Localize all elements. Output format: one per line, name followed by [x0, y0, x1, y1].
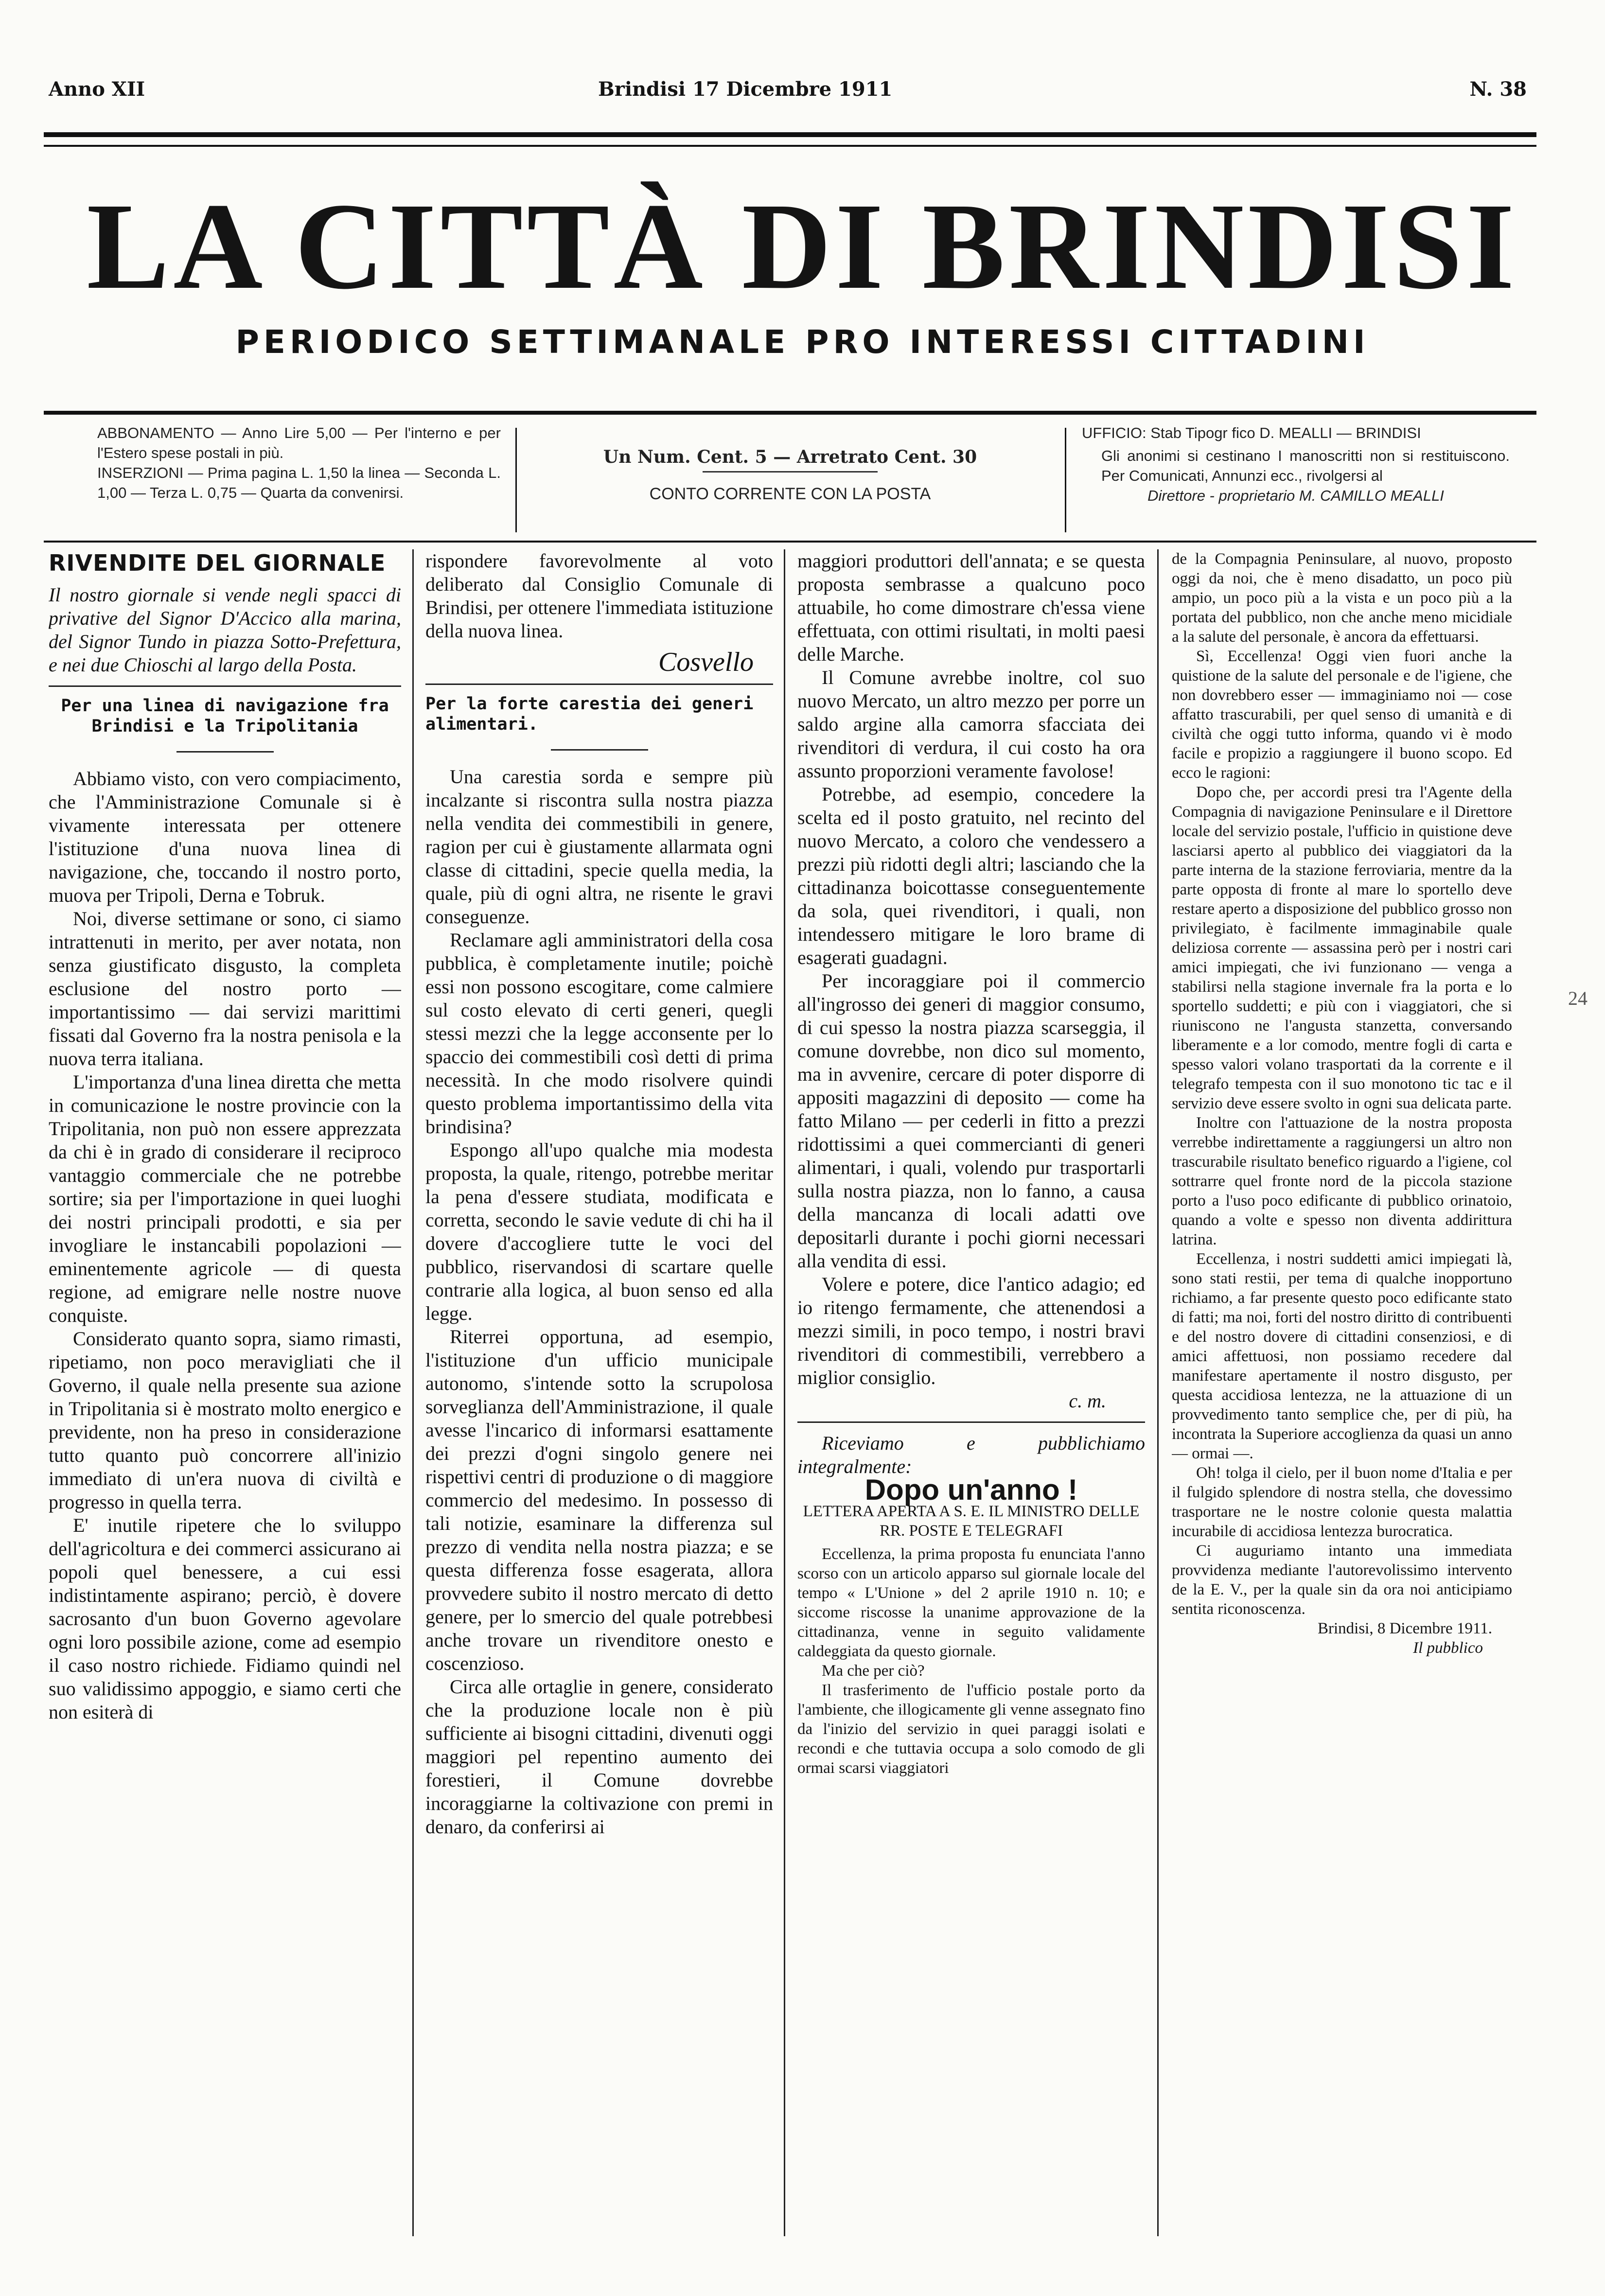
- column-rule-2: [784, 549, 785, 2236]
- info-rule: [44, 541, 1536, 543]
- divider: [176, 751, 274, 753]
- anonymous-note: Gli anonimi si cestinano I manoscritti non si restituiscono. Per Comunicati, Annunzi ecc., rivolgersi al: [1101, 447, 1510, 484]
- sellers-heading: RIVENDITE DEL GIORNALE: [49, 550, 386, 576]
- article-title-famine: Per la forte carestia dei generi alimentari.: [425, 694, 754, 734]
- column-rule-3: [1157, 549, 1159, 2236]
- masthead-rule: [44, 411, 1536, 415]
- director-line: Direttore - proprietario M. CAMILLO MEALLI: [1147, 487, 1444, 504]
- masthead-title: LA CITTÀ DI BRINDISI: [87, 178, 1518, 315]
- article-title-navigation: Per una linea di navigazione fra Brindisi e la Tripolitania: [61, 696, 389, 736]
- place-date: Brindisi, 8 Dicembre 1911.: [1318, 1620, 1492, 1637]
- office-text: UFFICIO: Stab Tipogr fico D. MEALLI — BRINDISI: [1082, 424, 1421, 441]
- divider: [551, 749, 648, 751]
- column-3: [797, 549, 1145, 2223]
- paragraph: Reclamare agli amministratori della cosa pubblica, è completamente inutile; poichè essi non possono escogitare, come calmiere sul costo elevato di certi generi, quegli stessi mezzi che la legge acconsente per lo spaccio dei commestibili così detti di prima necessità. In che modo risolvere quindi questo problema importantissimo della vita brindisina?: [425, 929, 773, 1138]
- divider: [425, 684, 773, 685]
- letter-heading: LETTERA APERTA A S. E. IL MINISTRO DELLE RR. POSTE E TELEGRAFI: [803, 1503, 1140, 1540]
- paragraph: de la Compagnia Peninsulare, al nuovo, proposto oggi da noi, che è meno disadatto, un poco più ampio, un poco più a la vista e un poco più a la portata del pubblico, non che anche meno micidiale a la salute del personale, è ancora da effettuarsi.: [1172, 550, 1512, 646]
- divider: [797, 1421, 1145, 1423]
- paragraph: Il trasferimento de l'ufficio postale porto da l'ambiente, che illogicamente gli venne assegnato fino da l'inizio del servizio in quei paraggi isolati e recondi e che tuttavia occupa a solo comodo de gli ormai scarsi viaggiatori: [797, 1682, 1145, 1777]
- paragraph: maggiori produttori dell'annata; e se questa proposta sembrasse a qualcuno poco attuabile, ho come dimostrare ch'essa viene effettuata, con ottimi risultati, in molti paesi delle Marche.: [797, 550, 1145, 665]
- paragraph: Abbiamo visto, con vero compiacimento, che l'Amministrazione Comunale si è vivamente interessata per ottenere l'istituzione d'una nuova linea di navigazione, che, toccando il nostro porto, muova per Tripoli, Derna e Tobruk.: [49, 768, 401, 906]
- year: Anno XII: [49, 78, 145, 101]
- info-divider-2: [1065, 428, 1066, 532]
- postal-account: CONTO CORRENTE CON LA POSTA: [649, 485, 931, 503]
- info-divider-1: [515, 428, 517, 532]
- top-rule-thin: [44, 145, 1536, 147]
- price-text: Un Num. Cent. 5 — Arretrato Cent. 30: [603, 447, 977, 467]
- paragraph: Sì, Eccellenza! Oggi vien fuori anche la quistione de la salute del personale e de l'igiene, che non dovrebbero esser — immaginiamo noi — cose affatto trascurabili, per quel senso di umanità e di civiltà che oggi tutto informa, quando vi è modo facile e propizio a raggiungere il buono scopo. Ed ecco le ragioni:: [1172, 648, 1512, 782]
- intro-note: Riceviamo e pubblichiamo integralmente:: [797, 1432, 1145, 1477]
- margin-note: 24: [1568, 987, 1587, 1009]
- price-box: [530, 423, 1050, 537]
- column-4: [1172, 549, 1512, 2223]
- subscription-text: ABBONAMENTO — Anno Lire 5,00 — Per l'interno e per l'Estero spese postali in più.: [97, 424, 501, 461]
- divider: [49, 685, 401, 687]
- column-rule-1: [412, 549, 414, 2236]
- top-line: [44, 78, 1532, 101]
- paragraph: Eccellenza, i nostri suddetti amici impiegati là, sono stati restii, per tema di qualche inopportuno richiamo, a far presente questo poco edificante stato di fatti; ma noi, forti del nostro diritto di contribuenti e del nostro dovere di cittadini consenziosi, e di amici affettuosi, non possiamo recedere dal manifestare apertamente il nostro disgusto, per questa accidiosa lentezza, ne la attuazione di un provvedimento tanto semplice che, per di più, ha incontrata la Superiore accoglienza da quasi un anno — ormai —.: [1172, 1250, 1512, 1462]
- headline-dopo-un-anno: Dopo un'anno !: [864, 1473, 1078, 1506]
- paragraph: Una carestia sorda e sempre più incalzante si riscontra sulla nostra piazza nella vendita dei commestibili in genere, ragion per cui è giustamente allarmata ogni classe di cittadini, specie quella media, la quale, più di ogni altra, ne risente le gravi conseguenze.: [425, 766, 773, 928]
- paragraph: Riterrei opportuna, ad esempio, l'istituzione d'un ufficio municipale autonomo, s'intende sotto la scrupolosa sorveglianza dell'Amministrazione, il quale avesse l'incarico di informarsi esattamente dei prezzi d'ogni singolo genere nei rispettivi centri di produzione o di maggiore commercio del medesimo. In possesso di tali notizie, esaminare la differenza sul prezzo di vendita nella nostra piazza; e se questa differenza fosse esagerata, allora provvedere subito il nostro mercato di detto genere, per lo smercio del quale potrebbesi anche trovare un rivenditore onesto e coscenzioso.: [425, 1326, 773, 1674]
- paragraph: Circa alle ortaglie in genere, considerato che la produzione locale non è più sufficiente ai bisogni cittadini, divenuti oggi maggiori pel repentino aumento dei forestieri, il Comune dovrebbe incoraggiarne la coltivazione con premi in denaro, da conferirsi ai: [425, 1676, 773, 1838]
- paragraph: L'importanza d'una linea diretta che metta in comunicazione le nostre provincie con la Tripolitania, non può non essere apprezzata da chi è in grado di considerare il reciproco vantaggio commerciale che ne potrebbe sortire; sia per l'importazione in quei luoghi dei nostri principali prodotti, e sia per invogliare le instancabili popolazioni — eminentemente agricole — di questa regione, ad emigrare nelle nostre nuove conquiste.: [49, 1071, 401, 1326]
- paragraph: Noi, diverse settimane or sono, ci siamo intrattenuti in merito, per aver notata, non senza giustificato disgusto, la completa esclusione del nostro porto — importantissimo — dai servizi marittimi fissati dal Governo fra la nostra penisola e la nuova terra italiana.: [49, 908, 401, 1069]
- column-2: [425, 549, 773, 2223]
- subscription-box: [97, 423, 501, 537]
- paragraph: Dopo che, per accordi presi tra l'Agente della Compagnia di navigazione Peninsulare e il Direttore locale del servizio postale, l'ufficio in quistione deve lasciarsi aperto al pubblico dei viaggiatori da la parte interna de la stazione ferroviaria, mentre da la parte opposta di fronte al mare lo sportello deve restare aperto a disposizione del pubblico grosso non privilegiato, è facilmente immaginabile quale deliziosa corrente — assassina però per i nostri cari amici impiegati, che ivi funzionano — venga a stabilirsi nella stagione invernale fra la porta e lo sportello suddetti; e più con i viaggiatori, che si riuniscono ne l'angusta stanzetta, conversando liberamente e a lor comodo, mentre fogli di carta e spesso valori volano trasportati da la corrente e il telegrafo tempesta con il suo monotono tic tac e il servizio deve essere svolto in ogni sua delicata parte.: [1172, 784, 1512, 1112]
- initials: c. m.: [1069, 1390, 1106, 1412]
- sellers-notice: Il nostro giornale si vende negli spacci di privative del Signor D'Accico alla marina, del Signor Tundo in piazza Sotto-Prefettura, e nei due Chioschi al largo della Posta.: [49, 584, 401, 676]
- paragraph: Potrebbe, ad esempio, concedere la scelta ed il posto gratuito, nel recinto del nuovo Mercato, a coloro che vendessero a prezzi più ridotti degli altri; lasciando che la cittadinanza boicottasse conseguentemente da sola, quei rivenditori, i quali, non intendessero mitigare le loro brame di esagerati guadagni.: [797, 783, 1145, 968]
- column-1: [49, 549, 401, 2223]
- office-box: [1082, 423, 1510, 537]
- top-rule: [44, 132, 1536, 137]
- dateline: Brindisi 17 Dicembre 1911: [598, 78, 893, 101]
- insertion-text: INSERZIONI — Prima pagina L. 1,50 la linea — Seconda L. 1,00 — Terza L. 0,75 — Quarta da convenirsi.: [97, 464, 501, 501]
- signature-il-pubblico: Il pubblico: [1413, 1639, 1483, 1657]
- paragraph: Considerato quanto sopra, siamo rimasti, ripetiamo, non poco meravigliati che il Governo, il quale nella presente sua azione in Tripolitania si è mostrato molto energico e previdente, non ha preso in considerazione tutto quanto può concorrere all'inizio immediato di un'era nuova di civiltà e progresso in quella terra.: [49, 1328, 401, 1513]
- issue-number: N. 38: [1469, 78, 1527, 101]
- masthead-subtitle: PERIODICO SETTIMANALE PRO INTERESSI CITTADINI: [235, 323, 1370, 361]
- paragraph: Inoltre con l'attuazione de la nostra proposta verrebbe indirettamente a raggiungersi un altro non trascurabile risultato benefico riguardo a l'igiene, col sottrarre quel fronte nord de la piccola stazione porto a l'uso poco edificante di pubblico orinatoio, quando a volte e spesso non diventa addirittura latrina.: [1172, 1114, 1512, 1248]
- paragraph: rispondere favorevolmente al voto deliberato dal Consiglio Comunale di Brindisi, per ottenere l'immediata istituzione della nuova linea.: [425, 550, 773, 642]
- paragraph: Volere e potere, dice l'antico adagio; ed io ritengo fermamente, che attenendosi a mezzi simili, in poco tempo, i nostri bravi rivenditori di commestibili, verrebbero a miglior consiglio.: [797, 1273, 1145, 1388]
- paragraph: Ci auguriamo intanto una immediata provvidenza mediante l'autorevolissimo intervento de la E. V., per la quale sin da ora noi anticipiamo sentita riconoscenza.: [1172, 1542, 1512, 1618]
- paragraph: Eccellenza, la prima proposta fu enunciata l'anno scorso con un articolo apparso sul giornale locale del tempo « L'Unione » del 2 aprile 1910 n. 10; e siccome riscosse la unanime approvazione de la cittadinanza, venne in seguito validamente caldeggiata da questo giornale.: [797, 1545, 1145, 1660]
- paragraph: E' inutile ripetere che lo sviluppo dell'agricoltura e dei commerci assicurano ai popoli quel benessere, a cui essi indistintamente aspirano; perciò, è dovere sacrosanto d'un buon Governo agevolare ogni loro possibile azione, come ad esempio il caso nostro richiede. Fidiamo quindi nel suo validissimo appoggio, e siamo certi che non esiterà di: [49, 1514, 401, 1723]
- paragraph: Per incoraggiare poi il commercio all'ingrosso dei generi di maggior consumo, di cui spesso la nostra piazza scarseggia, il comune dovrebbe, non dico sul momento, ma in avvenire, cercare di poter disporre di appositi magazzini di deposito — come ha fatto Milano — per cederli in fitto a prezzi ridottissimi a quei commercianti di generi alimentari, i quali, volendo pur trasportarli sulla nostra piazza, non lo fanno, a causa della mancanza di locali adatti ove depositarli durante i pochi giorni necessari alla vendita di essi.: [797, 970, 1145, 1272]
- signature-cosvello: Cosvello: [658, 647, 754, 677]
- paragraph: Oh! tolga il cielo, per il buon nome d'Italia e per il fulgido splendore di nostra stella, che dovessimo trasportare ne le nostre colonie questa malattia incurabile di accidiosa lentezza burocratica.: [1172, 1464, 1512, 1540]
- paragraph: Espongo all'upo qualche mia modesta proposta, la quale, ritengo, potrebbe meritar la pena d'essere studiata, modificata e corretta, secondo le savie vedute di chi ha il dovere d'accogliere tutte le voci del pubblico, riservandosi di scartare quelle contrarie alla logica, al buon senso ed alla legge.: [425, 1139, 773, 1324]
- price-underline: [703, 471, 878, 473]
- paragraph: Il Comune avrebbe inoltre, col suo nuovo Mercato, un altro mezzo per porre un saldo argine alla camorra sfacciata dei rivenditori di verdura, il cui costo ha ora assunto proporzioni veramente favolose!: [797, 666, 1145, 782]
- paragraph: Ma che per ciò?: [822, 1662, 925, 1680]
